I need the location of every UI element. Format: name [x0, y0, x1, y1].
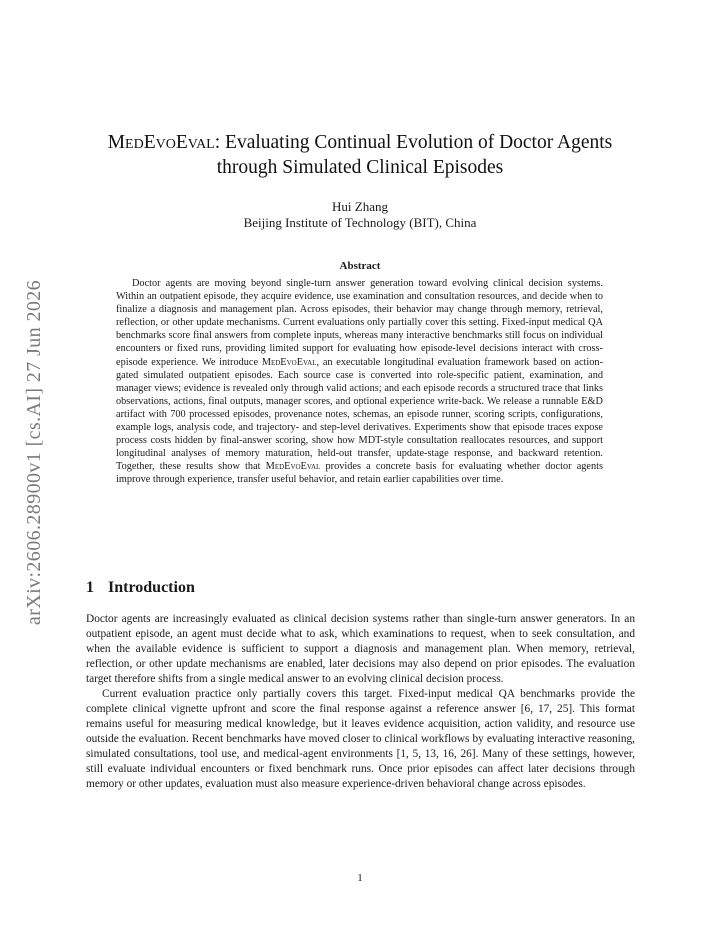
author-affiliation: Beijing Institute of Technology (BIT), China [243, 215, 477, 230]
title-framework-name: MedEvoEval [107, 132, 215, 153]
abstract-framework-name-2: MedEvoEval [265, 461, 321, 473]
intro-paragraph-2: Current evaluation practice only partially covers this target. Fixed-input medical QA benchmarks provide the complete clinical vignette upfront and score the final response against a reference answer [6, 17, 25]. This format remains useful for measuring medical knowledge, but it leaves evidence acquisition, action validity, and resource use outside the evaluation. Recent benchmarks have moved closer to clinical workflows by evaluating interactive reasoning, simulated consultations, tool use, and medical-agent environments [1, 5, 13, 16, 26]. Many of these settings, however, still evaluate individual encounters or fixed benchmark runs. Once prior episodes can affect later decisions through memory or other updates, evaluation must also measure experience-driven behavioral change across episodes. [86, 688, 635, 790]
abstract-body [116, 277, 603, 487]
abstract-heading: Abstract [339, 260, 381, 272]
title-line-1 [70, 130, 650, 155]
abstract-text-part-2: , an executable longitudinal evaluation framework based on action-gated simulated outpatient episodes. Each source case is converted into role-specific patient, examination, and manager views; evidence is revealed only through valid actions; and each episode records a structured trace that links observations, actions, final outputs, manager scores, and optional experience write-back. We release a runnable E&D artifact with 700 processed episodes, provenance notes, schemas, an episode runner, scoring scripts, configurations, example logs, analysis code, and trajectory- and step-level derivatives. Experiments show that episode traces expose process costs hidden by final-answer scoring, show how MDT-style consultation reallocates resources, and support longitudinal analyses of memory maturation, held-out transfer, update-stage response, and backward retention. Together, these results show that [116, 356, 603, 473]
arxiv-identifier-text: arXiv:2606.28900v1 [cs.AI] 27 Jun 2026 [23, 279, 46, 626]
abstract-text-part-1: Doctor agents are moving beyond single-turn answer generation toward evolving clinical decision systems. Within an outpatient episode, they acquire evidence, use examination and consultation resources, and decide when to finalize a diagnosis and management plan. Across episodes, their behavior may change through memory, retrieval, reflection, or other update mechanisms. Current evaluations only partially cover this setting. Fixed-input medical QA benchmarks score final answers from complete inputs, whereas many interactive benchmarks still focus on individual encounters or fixed runs, providing limited support for evaluating how episode-level decisions interact with cross-episode experience. We introduce [116, 278, 603, 368]
arxiv-identifier-stamp [20, 265, 50, 640]
abstract-framework-name-1: MedEvoEval [261, 356, 317, 368]
title-line-1-rest: : Evaluating Continual Evolution of Doctor Agents [214, 132, 613, 153]
introduction-body [86, 612, 635, 792]
section-number: 1 [86, 579, 94, 596]
section-title: Introduction [108, 579, 195, 596]
title-line-2: through Simulated Clinical Episodes [216, 157, 504, 178]
author-name: Hui Zhang [332, 199, 388, 214]
paper-title [70, 130, 650, 180]
abstract-paragraph [116, 277, 603, 487]
section-heading-introduction [86, 579, 195, 597]
page-number: 1 [357, 872, 363, 884]
abstract-text-part-3: provides a concrete basis for evaluating whether doctor agents improve through experience, transfer useful behavior, and retain earlier capabilities over time. [116, 461, 604, 486]
intro-paragraph-1: Doctor agents are increasingly evaluated as clinical decision systems rather than single-turn answer generators. In an outpatient episode, an agent must decide what to ask, which examinations to request, when to seek consultation, and when the available evidence is sufficient to support a diagnosis and management plan. When memory, retrieval, reflection, or other update mechanisms are enabled, later decisions may also depend on prior episodes. The evaluation target therefore shifts from a single medical answer to an evolving clinical decision process. [86, 613, 635, 685]
